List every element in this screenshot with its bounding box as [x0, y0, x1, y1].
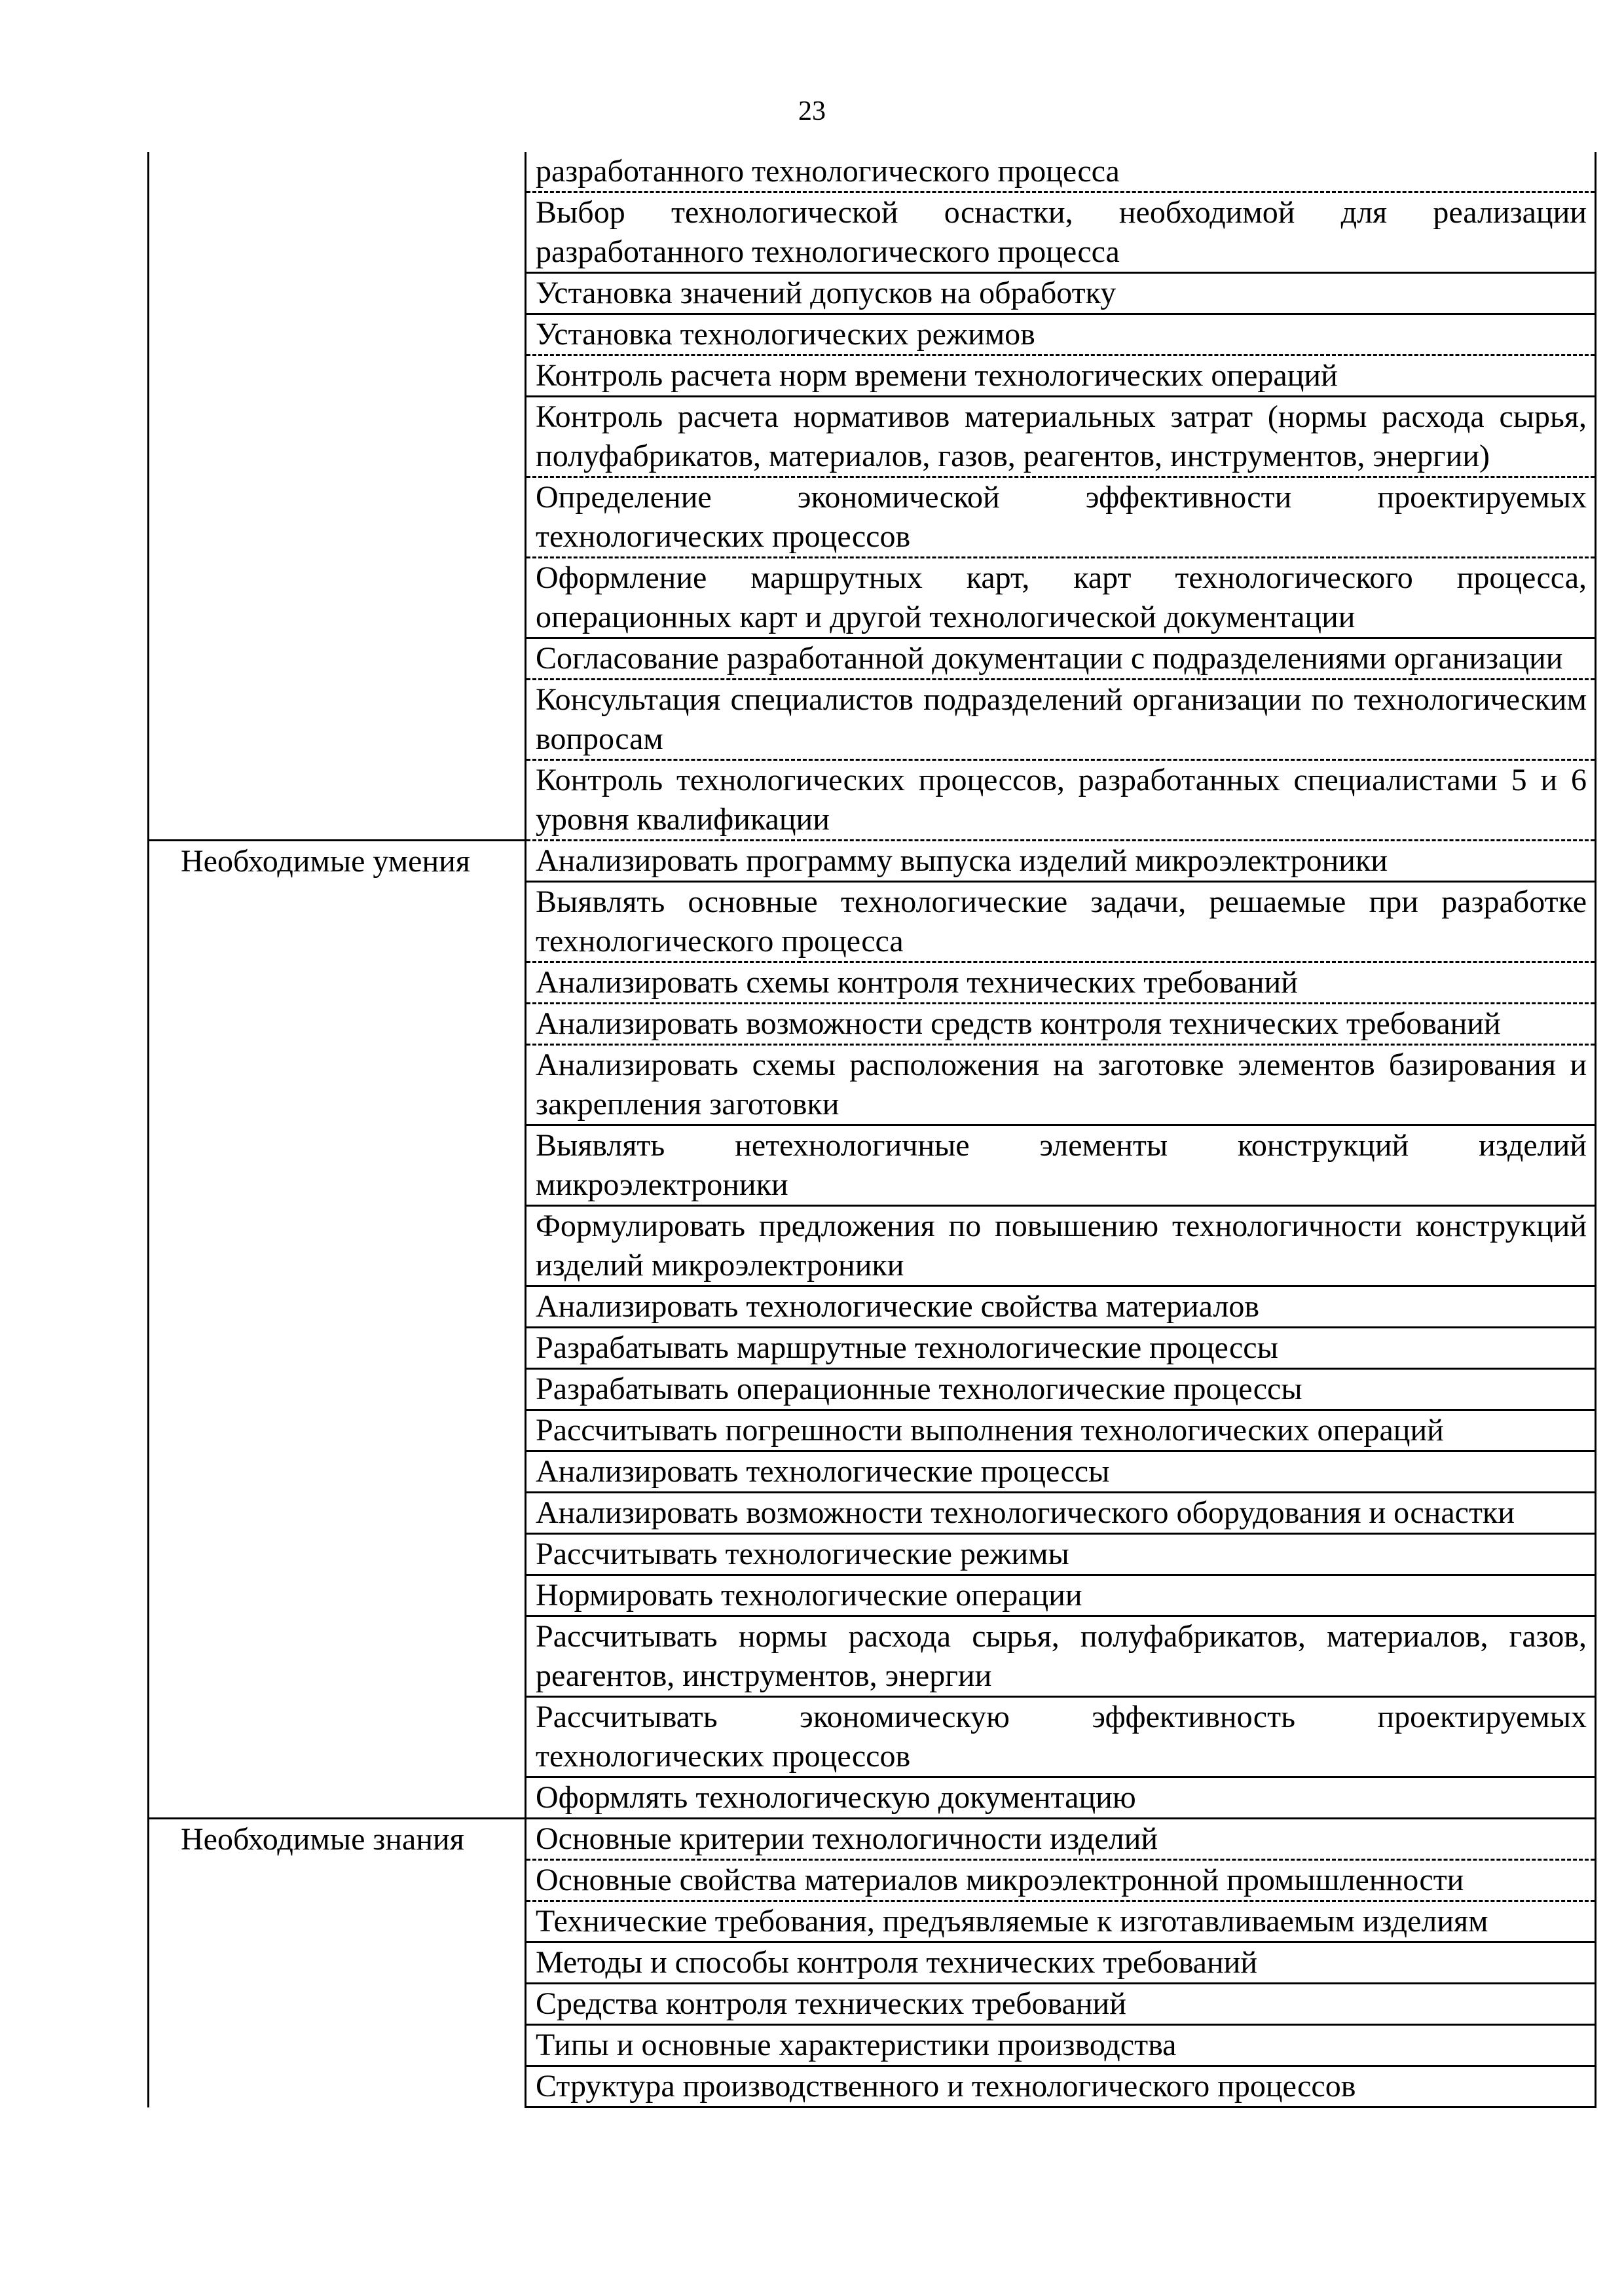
- actions-item: Консультация специалистов подразделений организации по технологическим вопросам: [526, 680, 1596, 760]
- skills-item: Формулировать предложения по повышению технологичности конструкций изделий микроэлектроники: [526, 1206, 1596, 1286]
- skills-item: Анализировать схемы расположения на заготовке элементов базирования и закрепления заготовки: [526, 1045, 1596, 1125]
- skills-item: Выявлять основные технологические задачи, решаемые при разработке технологического процесса: [526, 882, 1596, 962]
- knowledge-item: Основные критерии технологичности изделий: [526, 1819, 1596, 1860]
- knowledge-item: Методы и способы контроля технических требований: [526, 1942, 1596, 1984]
- section-label-skills: Необходимые умения: [149, 841, 526, 1819]
- skills-item: Рассчитывать экономическую эффективность проектируемых технологических процессов: [526, 1697, 1596, 1777]
- qualification-table: [147, 152, 1596, 2108]
- knowledge-item: Типы и основные характеристики производства: [526, 2025, 1596, 2066]
- page-number: 23: [798, 96, 826, 126]
- table-row: [149, 1819, 1596, 1860]
- actions-item: Контроль технологических процессов, разработанных специалистами 5 и 6 уровня квалификации: [526, 760, 1596, 841]
- knowledge-item: Технические требования, предъявляемые к изготавливаемым изделиям: [526, 1901, 1596, 1942]
- knowledge-item: Основные свойства материалов микроэлектронной промышленности: [526, 1860, 1596, 1901]
- knowledge-item: Структура производственного и технологического процессов: [526, 2066, 1596, 2107]
- actions-item: Контроль расчета нормативов материальных затрат (нормы расхода сырья, полуфабрикатов, материалов, газов, реагентов, инструментов, энергии): [526, 397, 1596, 477]
- table-row: [149, 152, 1596, 192]
- skills-item: Оформлять технологическую документацию: [526, 1777, 1596, 1819]
- section-label-knowledge: Необходимые знания: [149, 1819, 526, 2107]
- skills-item: Анализировать программу выпуска изделий микроэлектроники: [526, 841, 1596, 882]
- skills-item: Анализировать технологические свойства материалов: [526, 1286, 1596, 1328]
- actions-item: Контроль расчета норм времени технологических операций: [526, 355, 1596, 397]
- skills-item: Анализировать схемы контроля технических требований: [526, 962, 1596, 1004]
- actions-item: разработанного технологического процесса: [526, 152, 1596, 192]
- actions-item: Согласование разработанной документации с подразделениями организации: [526, 638, 1596, 680]
- skills-item: Анализировать возможности технологического оборудования и оснастки: [526, 1493, 1596, 1534]
- actions-item: Оформление маршрутных карт, карт технологического процесса, операционных карт и другой технологической документации: [526, 558, 1596, 638]
- actions-item: Определение экономической эффективности проектируемых технологических процессов: [526, 477, 1596, 558]
- skills-item: Разрабатывать операционные технологические процессы: [526, 1369, 1596, 1410]
- skills-item: Разрабатывать маршрутные технологические процессы: [526, 1328, 1596, 1369]
- skills-item: Рассчитывать технологические режимы: [526, 1534, 1596, 1575]
- actions-item: Установка технологических режимов: [526, 314, 1596, 355]
- knowledge-item: Средства контроля технических требований: [526, 1984, 1596, 2025]
- skills-item: Нормировать технологические операции: [526, 1575, 1596, 1616]
- actions-item: Выбор технологической оснастки, необходимой для реализации разработанного технологического процесса: [526, 192, 1596, 273]
- skills-item: Рассчитывать погрешности выполнения технологических операций: [526, 1410, 1596, 1451]
- table-row: [149, 841, 1596, 882]
- skills-item: Анализировать технологические процессы: [526, 1451, 1596, 1493]
- section-label-actions: [149, 152, 526, 841]
- skills-item: Выявлять нетехнологичные элементы конструкций изделий микроэлектроники: [526, 1125, 1596, 1206]
- skills-item: Анализировать возможности средств контроля технических требований: [526, 1004, 1596, 1045]
- actions-item: Установка значений допусков на обработку: [526, 273, 1596, 314]
- skills-item: Рассчитывать нормы расхода сырья, полуфабрикатов, материалов, газов, реагентов, инструментов, энергии: [526, 1616, 1596, 1697]
